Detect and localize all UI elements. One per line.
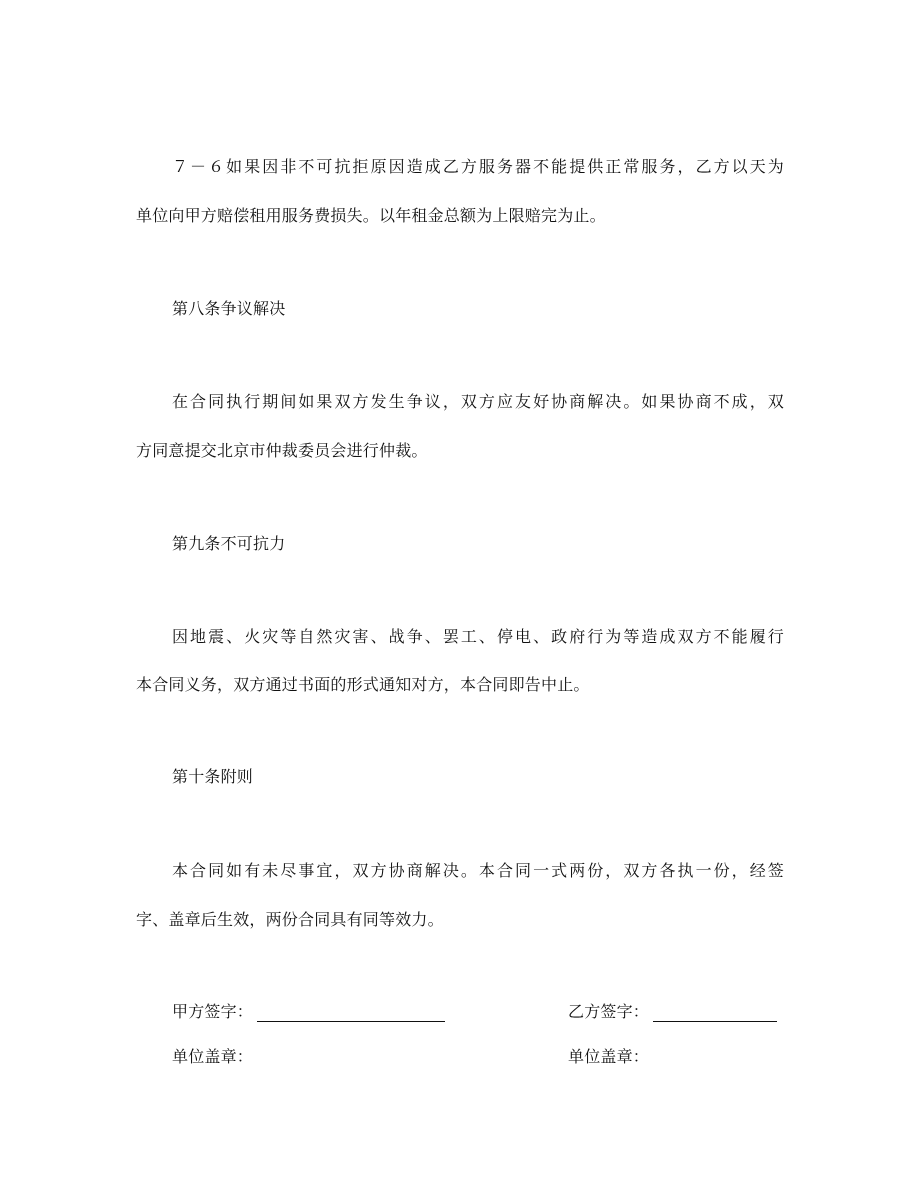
article-8-line-1: 在合同执行期间如果双方发生争议，双方应友好协商解决。如果协商不成，双 — [172, 392, 784, 411]
article-9-line-1: 因地震、火灾等自然灾害、战争、罢工、停电、政府行为等造成双方不能履行 — [172, 627, 784, 646]
party-a-signature-line — [257, 1003, 445, 1022]
party-a-signature-label: 甲方签字： — [172, 1002, 254, 1021]
party-b-signature-label: 乙方签字： — [568, 1002, 650, 1021]
party-b-signature — [568, 1002, 777, 1022]
article-10-heading: 第十条附则 — [172, 767, 254, 786]
clause-7-6-line-2: 单位向甲方赔偿租用服务费损失。以年租金总额为上限赔完为止。 — [136, 206, 606, 225]
party-b-seal: 单位盖章： — [568, 1047, 650, 1066]
clause-7-6-line-1: ７－６如果因非不可抗拒原因造成乙方服务器不能提供正常服务，乙方以天为 — [172, 157, 784, 176]
article-9-heading: 第九条不可抗力 — [172, 534, 286, 553]
article-9-line-2: 本合同义务，双方通过书面的形式通知对方，本合同即告中止。 — [136, 675, 590, 694]
article-10-line-1: 本合同如有未尽事宜，双方协商解决。本合同一式两份，双方各执一份，经签 — [172, 861, 784, 880]
article-8-line-2: 方同意提交北京市仲裁委员会进行仲裁。 — [136, 441, 428, 460]
article-10-line-2: 字、盖章后生效，两份合同具有同等效力。 — [136, 910, 444, 929]
article-8-heading: 第八条争议解决 — [172, 299, 286, 318]
party-b-signature-line — [653, 1003, 777, 1022]
party-a-seal: 单位盖章： — [172, 1047, 254, 1066]
party-a-signature — [172, 1002, 445, 1022]
